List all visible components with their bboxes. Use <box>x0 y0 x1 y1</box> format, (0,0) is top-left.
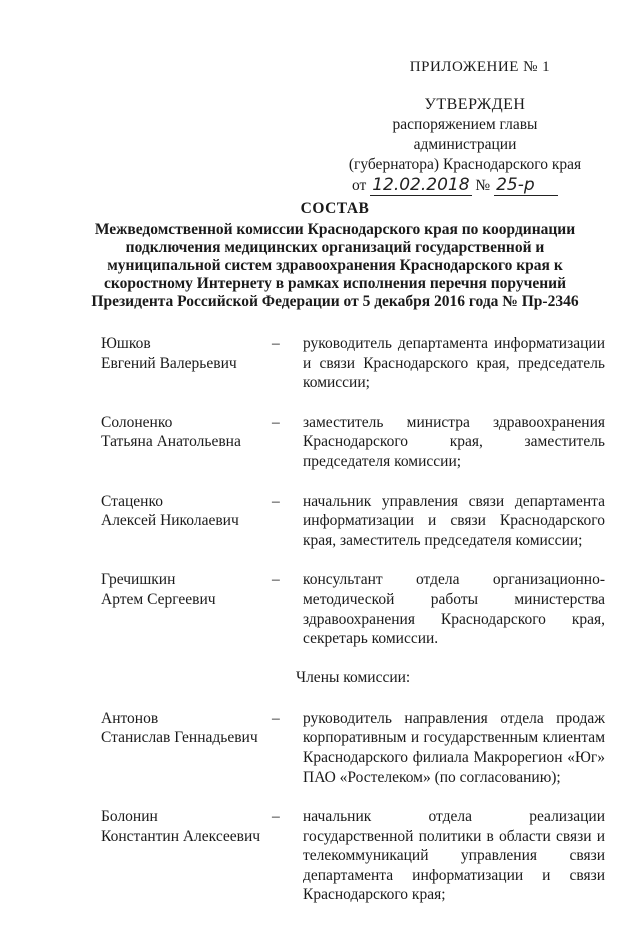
dash: – <box>272 413 280 431</box>
member-surname: Гречишкин <box>101 571 176 589</box>
commission-list <box>0 334 640 925</box>
approval-date-row <box>352 175 590 196</box>
list-item <box>0 807 640 905</box>
member-name <box>101 570 271 609</box>
member-given-name: Константин Алексеевич <box>101 827 261 845</box>
list-item <box>0 570 640 648</box>
list-item <box>0 709 640 787</box>
member-surname: Стаценко <box>101 492 163 510</box>
approved-heading: УТВЕРЖДЕН <box>424 96 526 113</box>
title-line-4: скоростному Интернету в рамках исполнения перечня поручений <box>103 275 566 292</box>
member-given-name: Артем Сергеевич <box>101 590 216 608</box>
dash: – <box>272 492 280 510</box>
dash: – <box>272 808 280 826</box>
title-line-1: Межведомственной комиссии Краснодарского края по координации <box>94 221 576 238</box>
member-role: руководитель направления отдела продаж корпоративным и государственным клиентам Краснодарского филиала Макрорегион «Юг» ПАО «Ростелеком» (по согласованию); <box>303 709 605 786</box>
member-given-name: Татьяна Анатольевна <box>101 433 241 451</box>
approval-line-2: (губернатора) Краснодарского края <box>348 156 582 173</box>
composition-title <box>40 200 630 311</box>
title-line-2: подключения медицинских организаций государственной и <box>125 239 545 256</box>
handwritten-number: 25-р <box>494 175 558 196</box>
approval-block <box>340 95 590 196</box>
title-line-3: муниципальной систем здравоохранения Краснодарского края к <box>107 257 563 274</box>
approval-line-1: распоряжением главы администрации <box>392 116 538 153</box>
member-role: заместитель министра здравоохранения Краснодарского края, заместитель председателя комиссии; <box>303 413 605 470</box>
member-given-name: Евгений Валерьевич <box>101 354 237 372</box>
from-prefix: от <box>352 177 367 194</box>
member-name <box>101 807 271 846</box>
member-given-name: Алексей Николаевич <box>101 512 239 530</box>
member-role: консультант отдела организационно-методической работы министерства здравоохранения Краснодарского края, секретарь комиссии. <box>303 571 605 648</box>
member-name <box>101 709 271 748</box>
member-name <box>101 492 271 531</box>
member-surname: Юшков <box>101 335 151 352</box>
member-role: начальник отдела реализации государственной политики в области связи и телекоммуникаций управления связи департамента информатизации и связи Краснодарского края; <box>303 808 605 904</box>
composition-heading: СОСТАВ <box>300 200 370 217</box>
list-item <box>0 334 640 393</box>
member-surname: Болонин <box>101 808 158 826</box>
dash: – <box>272 571 280 589</box>
appendix-label: ПРИЛОЖЕНИЕ № 1 <box>409 59 551 75</box>
member-surname: Антонов <box>101 709 159 727</box>
handwritten-date: 12.02.2018 <box>372 175 470 195</box>
members-section-label: Члены комиссии: <box>296 668 411 686</box>
member-role: руководитель департамента информатизации и связи Краснодарского края, председатель комиссии; <box>303 335 605 392</box>
member-name <box>101 413 271 452</box>
member-given-name: Станислав Геннадьевич <box>101 729 258 747</box>
dash: – <box>272 709 280 727</box>
list-item <box>0 413 640 472</box>
title-line-5: Президента Российской Федерации от 5 декабря 2016 года № Пр-2346 <box>91 293 579 310</box>
number-sign: № <box>475 177 491 194</box>
member-surname: Солоненко <box>101 413 173 431</box>
dash: – <box>272 335 280 352</box>
list-item <box>0 492 640 551</box>
member-name <box>101 334 271 373</box>
member-role: начальник управления связи департамента информатизации и связи Краснодарского края, заместитель председателя комиссии; <box>303 492 605 549</box>
